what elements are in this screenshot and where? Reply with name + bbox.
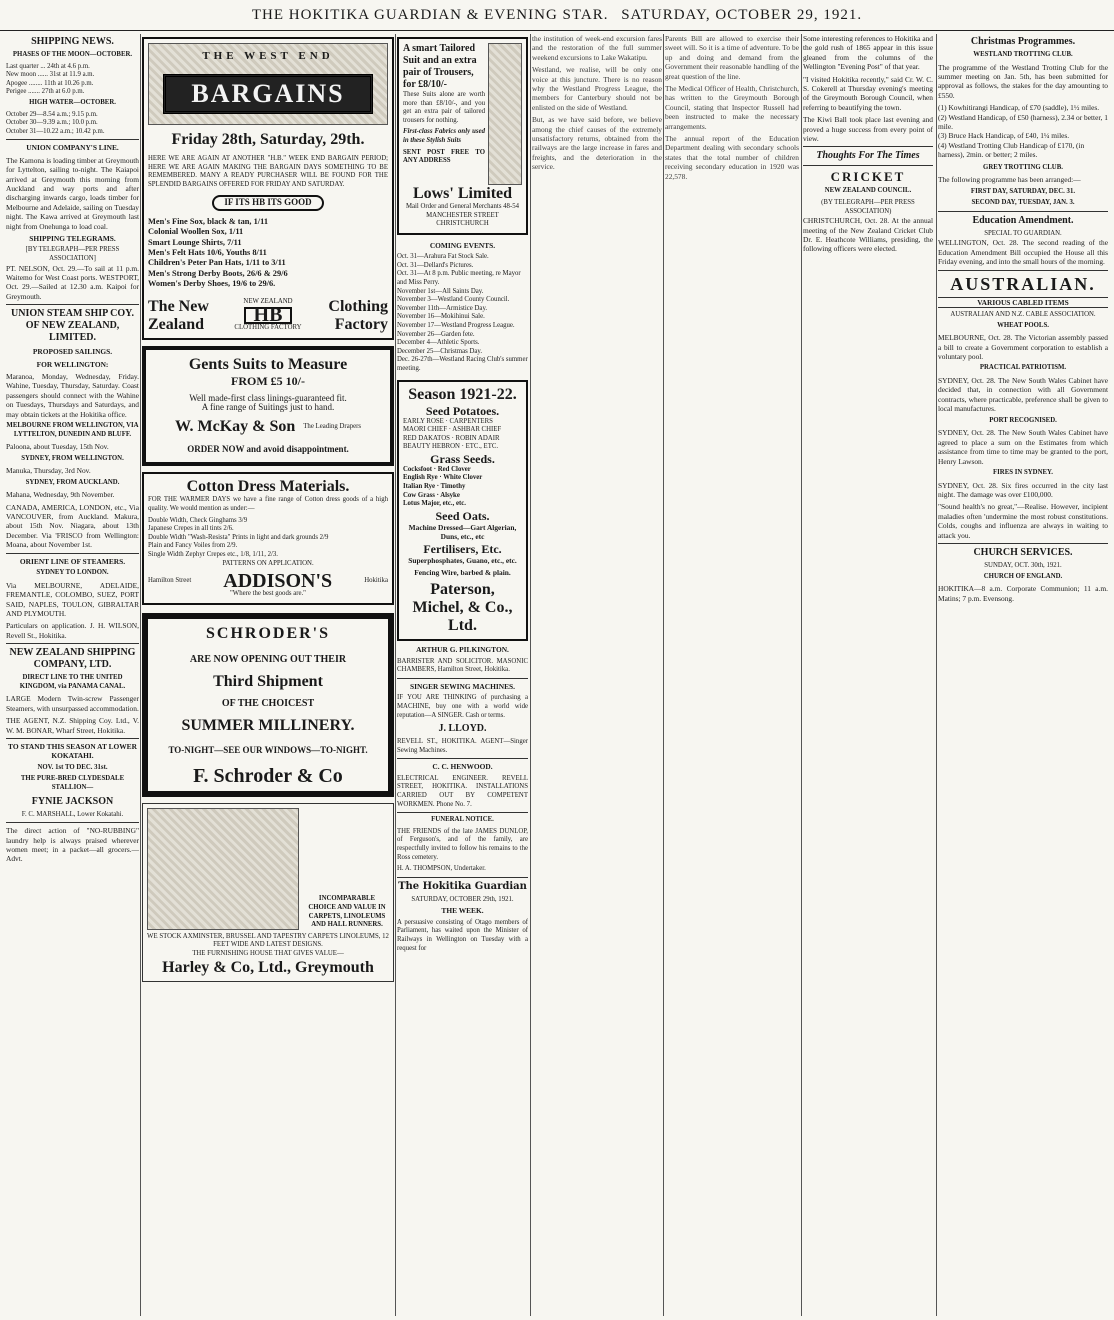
shipping-heading: SHIPPING NEWS. (31, 36, 114, 47)
nzs-text: LARGE Modern Twin-screw Passenger Steamers, with unsurpassed accommodation. (6, 694, 139, 713)
editorial-paragraph: the institution of week-end excursion fares and the restoration of the full summer weekend excursions to Lake Wakatipu. (532, 34, 662, 62)
sydney-heading: SYDNEY, FROM WELLINGTON. (21, 454, 124, 462)
harley-row (147, 808, 389, 930)
divider (6, 738, 139, 739)
sydney2-text: Mahana, Wednesday, 9th November. (6, 490, 115, 500)
carpet-illustration (147, 808, 299, 930)
potato-line: RED DAKATOS · ROBIN ADAIR (403, 434, 500, 442)
bargains-text: HERE WE ARE AGAIN AT ANOTHER "H.B." WEEK END BARGAIN PERIOD; HERE WE ARE AGAIN MAKING THE BARGAIN DAYS SOMETHING TO BE REMEMBERED. MANY A READY PURCHASER WILL BE FOUND FOR THE SPLENDID BARGAINS OFFERED FOR FRIDAY AND SATURDAY. (148, 155, 388, 188)
first-day-heading: FIRST DAY, SATURDAY, DEC. 31. (970, 187, 1076, 195)
grass-line: Italian Rye · Timothy (403, 483, 466, 491)
cricket-heading: CRICKET (830, 169, 906, 185)
harley-text: WE STOCK AXMINSTER, BRUSSEL AND TAPESTRY CARPETS LINOLEUMS, 12 FEET WIDE AND LATEST DESIGNS. (147, 932, 389, 949)
column-lows (397, 34, 528, 1316)
hb-logo-bottom: CLOTHING FACTORY (234, 324, 302, 332)
season-heading: Season 1921-22. (408, 385, 517, 403)
coming-event: December 4—Athletic Sports. (397, 339, 480, 347)
lows-copy (403, 43, 485, 185)
column-rule (140, 34, 141, 1316)
divider (397, 678, 528, 679)
schroder-line5: TO-NIGHT—SEE OUR WINDOWS—TO-NIGHT. (168, 744, 368, 755)
lows-text: These Suits alone are worth more than £8/10/-, and you get an extra pair of tailored trousers for nothing. (403, 91, 485, 124)
hb-item: Men's Fine Sox, black & tan, 1/11 (148, 216, 269, 226)
trotting-text: The programme of the Westland Trotting Club for the summer meeting on Jan. 5th, has been submitted for approval as follows, the stakes for the day amounting to £550. (938, 62, 1108, 100)
masthead-title: THE HOKITIKA GUARDIAN & EVENING STAR. (251, 7, 609, 23)
column-rule (530, 34, 531, 1316)
divider (6, 139, 139, 140)
oats-text: Machine Dressed—Gart Algerian, Duns, etc., etc (408, 522, 517, 542)
singer-text: IF YOU ARE THINKING of purchasing a MACHINE, buy one with a world wide reputation—A SINGER. Cash or terms. (397, 694, 528, 719)
harley-ad (142, 803, 394, 982)
lows-sub: First-class Fabrics only used in these Stylish Suits (403, 128, 485, 144)
stallion-title: THE PURE-BRED CLYDESDALE STALLION— (20, 775, 125, 791)
bargains-illustration (148, 43, 388, 125)
hb-item: Colonial Woollen Sox, 1/11 (148, 227, 244, 237)
usc-heading: UNION STEAM SHIP COY. OF NEW ZEALAND, LIMITED. (11, 308, 134, 344)
melbourne-text: Paloona, about Tuesday, 15th Nov. (6, 442, 109, 452)
port-text: SYDNEY, Oct. 28. The New South Wales Cabinet have agreed to place a sum on the Estimates from which assistance from time to time may be granted to the port, Henry Lawson. (938, 428, 1108, 466)
hb-badge-text: IF ITS HB ITS GOOD (212, 195, 323, 210)
mckay-row (152, 418, 384, 436)
grass-heading: Grass Seeds. (430, 451, 495, 466)
australian-heading: AUSTRALIAN. (950, 273, 1096, 294)
hb-logo-mark: HB (244, 307, 293, 324)
divider (6, 553, 139, 554)
fert-text: Superphosphates, Guano, etc., etc. (408, 555, 517, 565)
melbourne-heading: MELBOURNE FROM WELLINGTON, VIA LYTTELTON, DUNEDIN AND BLUFF. (6, 422, 139, 438)
health-ad-text: "Sound health's no great,"—Realise. However, incipient maladies often 'undermine the most robust constitutions. Colds, coughs and influenza are always in waiting to attack you. (938, 502, 1108, 540)
harley-name: Harley & Co, Ltd., Greymouth (162, 958, 374, 976)
nzs-heading: NEW ZEALAND SHIPPING COMPANY, LTD. (9, 647, 136, 671)
harley-text2: THE FURNISHING HOUSE THAT GIVES VALUE— (192, 949, 344, 957)
orient-subheading: SYDNEY TO LONDON. (36, 569, 109, 577)
phases-heading: PHASES OF THE MOON—OCTOBER. (12, 51, 133, 58)
news-paragraph: Parents Bill are allowed to exercise their sweet will. So it is a time of adventure. To be up and doing and demand from the Government their reasonable handling of the great question of the line. (665, 34, 799, 81)
cotton-heading: Cotton Dress Materials. (186, 478, 350, 496)
stallion-dates: NOV. 1st TO DEC. 31st. (37, 763, 108, 771)
divider (6, 822, 139, 823)
divider (938, 270, 1108, 271)
phase-line: Perigee ....... 27th at 6.0 p.m. (6, 88, 85, 96)
cricket-text: CHRISTCHURCH, Oct. 28. At the annual meeting of the New Zealand Cricket Club Dr. E. Heathcote Williams, presiding, the following officers were elected. (803, 216, 933, 254)
week-heading: THE WEEK. (441, 906, 484, 916)
trotting-heading: WESTLAND TROTTING CLUB. (973, 51, 1073, 58)
suit-heading: Gents Suits to Measure (188, 355, 348, 373)
potato-line: MAORI CHIEF · ASHBAR CHIEF (403, 426, 502, 434)
mckay-tag: The Leading Drapers (303, 423, 362, 431)
divider (803, 165, 933, 166)
henwood-heading: C. C. HENWOOD. (432, 762, 493, 772)
stallion-owner: F. C. MARSHALL, Lower Kokatahi. (21, 810, 124, 818)
column-sport (938, 34, 1108, 1316)
port-heading: PORT RECOGNISED. (989, 416, 1057, 424)
hb-item: Children's Peter Pan Hats, 1/11 to 3/11 (148, 258, 286, 268)
bargains-banner: BARGAINS (163, 74, 373, 114)
hb-items (148, 217, 388, 290)
cotton-item: Plain and Fancy Voiles from 2/9. (148, 542, 238, 550)
trotting-item: (2) Westland Handicap, of £50 (harness), 2.34 or better, 1 mile. (938, 112, 1108, 132)
hb-logo (234, 298, 301, 333)
column-rule (663, 34, 664, 1316)
water-line: October 30—9.39 a.m.; 10.0 p.m. (6, 119, 98, 127)
coming-event: November 26—Garden fete. (397, 330, 475, 338)
telegrams-heading: SHIPPING TELEGRAMS. (29, 234, 116, 243)
column-rule (801, 34, 802, 1316)
henwood-text: ELECTRICAL ENGINEER. REVELL STREET, HOKITIKA. INSTALLATIONS CARRIED OUT BY COMPETENT WORKMEN. Phone No. 7. (397, 774, 528, 808)
trotting-item: (4) Westland Trotting Club Handicap of £170, (in harness), 2min. or better; 2 miles. (938, 140, 1085, 160)
telegrams-text: PT. NELSON, Oct. 29.—To sail at 11 p.m. Waitemo for West Coast ports. WESTPORT, Oct. 29.—Sailed at 12.30 a.m. Kaipoi for Greymouth. (6, 263, 139, 301)
column-shipping (6, 34, 139, 1316)
divider (6, 643, 139, 644)
phase-line: Last quarter ... 24th at 4.6 p.m. (6, 62, 90, 70)
sydney-text: Manuka, Thursday, 3rd Nov. (6, 466, 91, 476)
pilkington-text: BARRISTER AND SOLICITOR. MASONIC CHAMBERS, Hamilton Street, Hokitika. (397, 657, 528, 674)
local-paragraph: The Kiwi Ball took place last evening and proved a huge success from every point of view. (803, 115, 933, 144)
pilkington-heading: ARTHUR G. PILKINGTON. (416, 645, 509, 655)
divider (397, 812, 528, 813)
orient-heading: ORIENT LINE OF STEAMERS. (19, 556, 126, 566)
coming-event: November 11th—Armistice Day. (397, 304, 488, 312)
oats-heading: Seed Oats. (435, 508, 490, 523)
suit-figure-illustration (488, 43, 522, 185)
cabled-subheading: AUSTRALIAN AND N.Z. CABLE ASSOCIATION. (950, 311, 1096, 319)
addison-loc: Hamilton Street (148, 576, 192, 584)
coming-event: November 1st—All Saints Day. (397, 287, 484, 295)
guardian-heading: The Hokitika Guardian (398, 880, 527, 892)
lloyd-text: REVELL ST., HOKITIKA. AGENT—Singer Sewing Machines. (397, 738, 528, 754)
water-line: October 31—10.22 a.m.; 10.42 p.m. (6, 127, 105, 135)
phases-list (6, 63, 139, 97)
fires-heading: FIRES IN SYDNEY. (993, 468, 1053, 476)
church-heading: CHURCH SERVICES. (973, 546, 1073, 558)
nzs-agent: THE AGENT, N.Z. Shipping Coy. Ltd., V. W. M. BONAR, Wharf Street, Hokitika. (6, 716, 139, 735)
editorial-paragraph: But, as we have said before, we believe among the chief causes of the extremely unsatisfactory returns, obtained from the railways are the large increase in fares and freights, and the deterioration in the service. (532, 115, 662, 172)
column-editorial (532, 34, 662, 1316)
education-subheading: SPECIAL TO GUARDIAN. (984, 229, 1062, 237)
christmas-heading: Christmas Programmes. (970, 36, 1076, 47)
coming-event: Oct. 31—Arahura Fat Stock Sale. (397, 253, 489, 261)
wellington-text: Maranoa, Monday, Wednesday, Friday. Wahine, Tuesday, Thursday, Saturday. Coast passengers should connect with the Wahine on Tuesdays, Thursdays and Saturdays, and may obtain tickets at the Hokitika office. (6, 372, 139, 419)
divider (397, 877, 528, 878)
column-rule (395, 34, 396, 1316)
hb-item: Smart Lounge Shirts, 7/11 (148, 237, 242, 247)
funeral-text: THE FRIENDS of the late JAMES DUNLOP, of Ferguson's, and of the family, are respectfully invited to follow his remains to the Ross cemetery. (397, 827, 528, 861)
stallion-heading: TO STAND THIS SEASON AT LOWER KOKATAHI. (8, 741, 137, 761)
grass-line: Lotus Major, etc., etc. (403, 500, 466, 508)
fires-text: SYDNEY, Oct. 28. Six fires occurred in the city last night. The damage was over £100,000. (938, 480, 1108, 499)
masthead-date: SATURDAY, OCTOBER 29, 1921. (621, 7, 863, 23)
usc-subheading: PROPOSED SAILINGS. (32, 347, 113, 357)
stallion-name: FYNIE JACKSON (31, 795, 114, 807)
coming-event: November 3—Westland County Council. (397, 296, 510, 304)
potato-line: EARLY ROSE · CARPENTERS (403, 417, 493, 425)
mckay-name: W. McKay & Son (174, 418, 296, 436)
divider (397, 758, 528, 759)
hb-right: Clothing Factory (328, 297, 388, 333)
church-date: SUNDAY, OCT. 30th, 1921. (984, 561, 1062, 569)
news-paragraph: The Medical Officer of Health, Christchurch, has written to the Greymouth Borough Council, stating that Inspector Russell had been instructed to make the necessary arrangements. (665, 84, 799, 131)
cotton-item: Japanese Crepes in all tints 2/6. (148, 525, 234, 533)
coming-event: November 17—Westland Progress League. (397, 321, 515, 329)
hb-logo-top: NEW ZEALAND (243, 298, 293, 306)
schroder-line1: ARE NOW OPENING OUT THEIR (189, 653, 347, 665)
week-text: A persuasive consisting of Otago members of Parliament, has waited upon the Minister of Railways in Wellington on Tuesday with a request for (397, 918, 528, 952)
sydney2-heading: SYDNEY, FROM AUCKLAND. (25, 478, 120, 486)
water-heading: HIGH WATER—OCTOBER. (29, 98, 116, 106)
lows-heading: A smart Tailored Suit and an extra pair of Trousers, for £8/10/- (403, 43, 477, 90)
lows-addr: Mail Order and General Merchants 48-54 MANCHESTER STREET CHRISTCHURCH (405, 203, 520, 228)
hb-bargains-ad (142, 37, 394, 340)
education-text: WELLINGTON, Oct. 28. The second reading of the Education Amendment Bill occupied the House all this Friday evening, and into the small hours of the morning. (938, 238, 1108, 267)
addison-town: Hokitika (364, 576, 388, 584)
schroder-heading: SCHRODER'S (205, 624, 331, 642)
potatoes-heading: Seed Potatoes. (425, 403, 500, 418)
coming-event: Oct. 31—Dellard's Pictures. (397, 261, 474, 269)
cricket-subheading: NEW ZEALAND COUNCIL. (824, 187, 912, 195)
education-heading: Education Amendment. (972, 214, 1074, 226)
news-paragraph: The annual report of the Education Department dealing with secondary schools states that the total number of children receiving secondary education in 1920 was 22,578. (665, 134, 799, 181)
fence-text: Fencing Wire, barbed & plain. (414, 568, 511, 578)
column-rule (936, 34, 937, 1316)
funeral-sign: H. A. THOMPSON, Undertaker. (397, 865, 486, 873)
addison-row (148, 570, 388, 593)
addison-ad (142, 472, 394, 604)
hb-item: Men's Felt Hats 10/6, Youths 8/11 (148, 248, 267, 257)
coming-event: Oct. 31—At 8 p.m. Public meeting, re Mayor and Miss Perry. (397, 270, 521, 286)
funeral-heading: FUNERAL NOTICE. (431, 816, 494, 824)
noruberg-text: The direct action of "NO-RUBBING" laundry help is always praised wherever women meet; in a packet—all grocers.—Advt. (6, 826, 139, 864)
suit-price: FROM £5 10/- (231, 373, 305, 388)
telegrams-subheading: [BY TELEGRAPH—PER PRESS ASSOCIATION] (25, 246, 120, 262)
water-line: October 29—8.54 a.m.; 9.15 p.m. (6, 110, 98, 118)
coming-heading: COMING EVENTS. (429, 240, 496, 250)
second-day-heading: SECOND DAY, TUESDAY, JAN. 3. (971, 199, 1075, 207)
local-paragraph: Some interesting references to Hokitika and the gold rush of 1865 appear in this issue gleaned from the columns of the Wellington "Evening Post" of that year. (803, 34, 933, 72)
hb-badge (148, 195, 388, 210)
bargains-title: THE WEST END (202, 50, 334, 62)
divider (6, 304, 139, 305)
schroder-line4: SUMMER MILLINERY. (181, 716, 355, 734)
suit-text: Well made-first class linings-guaranteed fit. (189, 392, 347, 403)
divider (803, 146, 933, 147)
masthead (0, 0, 1114, 31)
union-heading: UNION COMPANY'S LINE. (26, 143, 119, 153)
bargains-date: Friday 28th, Saturday, 29th. (171, 131, 365, 148)
coming-event: November 16—Mokihinui Sale. (397, 313, 485, 321)
lows-send: SENT POST FREE TO ANY ADDRESS (403, 148, 485, 165)
grass-line: English Rye · White Clover (403, 474, 483, 482)
church-text: HOKITIKA—8 a.m. Corporate Communion; 11 a.m. Matins; 7 p.m. Evensong. (938, 584, 1108, 603)
coming-event: December 25—Christmas Day. (397, 347, 483, 355)
grass-line: Cocksfoot · Red Clover (403, 465, 471, 473)
harley-caption: INCOMPARABLE CHOICE AND VALUE IN CARPETS, LINOLEUMS AND HALL RUNNERS. (308, 895, 386, 929)
hb-left: The New Zealand (148, 297, 209, 333)
canada-text: CANADA, AMERICA, LONDON, etc., Via VANCOUVER, from Auckland. Makura, about 15th Nov. Niagara, about 13th December. Via 'FRISCO from Wellington: Moana, about November 1st. (6, 502, 139, 550)
potato-line: BEAUTY HEBRON · ETC., ETC. (403, 443, 499, 451)
thoughts-heading: Thoughts For The Times (816, 150, 920, 162)
schroder-line3: OF THE CHOICEST (221, 697, 315, 709)
column-news (665, 34, 799, 1316)
coming-event: Dec. 26-27th—Westland Racing Club's summer meeting. (397, 356, 528, 372)
cotton-pattern: PATTERNS ON APPLICATION. (222, 559, 314, 567)
schroder-ad (142, 613, 394, 797)
wellington-heading: FOR WELLINGTON: (36, 359, 109, 369)
phase-line: New moon ...... 31st at 11.9 a.m. (6, 71, 95, 79)
addison-tag: "Where the best goods are." (230, 590, 306, 598)
trotting-item: (3) Bruce Hack Handicap, of £40, 1¼ miles. (938, 131, 1070, 141)
wheat-text: MELBOURNE, Oct. 28. The Victorian assembly passed a bill to create a Government corporation to establish a voluntary pool. (938, 333, 1108, 362)
greytown-heading: GREY TROTTING CLUB. (983, 163, 1063, 171)
cotton-text: FOR THE WARMER DAYS we have a fine range of Cotton dress goods of a high quality. We would mention as under:— (148, 496, 388, 513)
addison-name: ADDISON'S (223, 570, 333, 593)
mckay-ad (142, 346, 394, 467)
orient-text: Via MELBOURNE, ADELAIDE, FREMANTLE, COLOMBO, SUEZ, PORT SAID, NAPLES, TOULON, GIBRALTAR AND PLYMOUTH. (6, 580, 139, 618)
singer-heading: SINGER SEWING MACHINES. (410, 682, 515, 692)
cricket-telegraph: (BY TELEGRAPH—PER PRESS ASSOCIATION) (821, 199, 915, 215)
divider (938, 543, 1108, 544)
greytown-text: The following programme has been arranged:— (938, 175, 1081, 185)
trotting-item: (1) Kowhitirangi Handicap, of £70 (saddle), 1½ miles. (938, 103, 1100, 113)
lloyd-heading: J. LLOYD. (438, 723, 487, 735)
grass-line: Cow Grass · Alsyke (403, 491, 460, 499)
lows-name: Lows' Limited (412, 185, 513, 202)
local-paragraph: "I visited Hokitika recently," said Cr. W. C. S. Cokerell at Thursday evening's meeting of the Greymouth Borough Council, when referring to beautifying the town. (803, 74, 933, 112)
cabled-heading: VARIOUS CABLED ITEMS (938, 297, 1108, 308)
wheat-heading: WHEAT POOLS. (997, 321, 1049, 329)
mckay-text: ORDER NOW and avoid disappointment. (187, 444, 349, 455)
paterson-ad (397, 380, 528, 642)
schroder-line2: Third Shipment (213, 672, 323, 690)
cotton-item: Double Width, Check Ginghams 3/9 (148, 516, 248, 524)
practical-text: SYDNEY, Oct. 28. The New South Wales Cabinet have decided that, in connection with all Government contracts, where practicable, preference shall be given to local manufactures. (938, 376, 1108, 414)
hb-item: Women's Derby Shoes, 19/6 to 29/6. (148, 279, 276, 289)
practical-heading: PRACTICAL PATRIOTISM. (979, 364, 1067, 372)
phase-line: Apogee ........ 11th at 10.26 p.m. (6, 79, 94, 87)
cotton-item: Single Width Zephyr Crepes etc., 1/8, 1/11, 2/3. (148, 551, 278, 558)
paterson-name: Paterson, Michel, & Co., Ltd. (412, 581, 513, 635)
guardian-date: SATURDAY, OCTOBER 29th, 1921. (411, 895, 514, 903)
column-local (803, 34, 933, 1316)
agent-text: Particulars on application. J. H. WILSON, Revell St., Hokitika. (6, 621, 139, 640)
schroder-line6: F. Schroder & Co (193, 764, 343, 787)
fert-heading: Fertilisers, Etc. (423, 541, 502, 556)
church-subheading: CHURCH OF ENGLAND. (983, 572, 1063, 580)
suit-text2: A fine range of Suitings just to hand. (201, 402, 335, 413)
union-text: The Kamona is loading timber at Greymouth for Lyttelton, sailing to-night. The Kaiapoi arrived at Greymouth this morning from Auckland and way ports and after discharging inwards cargo, loads timber for Melbourne and Adelaide, sailing on Tuesday night. The Kawa arrived at Greymouth last night from Onehunga to load coal. (6, 155, 139, 231)
hb-logo-row (148, 298, 388, 334)
divider (938, 211, 1108, 212)
hb-item: Men's Strong Derby Boots, 26/6 & 29/6 (148, 268, 288, 278)
lows-row (403, 43, 522, 185)
editorial-paragraph: Westland, we realise, will be only one voice at this juncture. There is no reason why the Westland Progress League, the members for Canterbury should not be enlisted on the side of Westland. (532, 65, 662, 112)
lows-ad (397, 37, 528, 235)
cotton-item: Double Width "Wash-Resista" Prints in light and dark grounds 2/9 (148, 533, 329, 541)
column-ads (142, 34, 394, 1316)
nzs-subheading: DIRECT LINE TO THE UNITED KINGDOM, via PANAMA CANAL. (19, 674, 126, 690)
